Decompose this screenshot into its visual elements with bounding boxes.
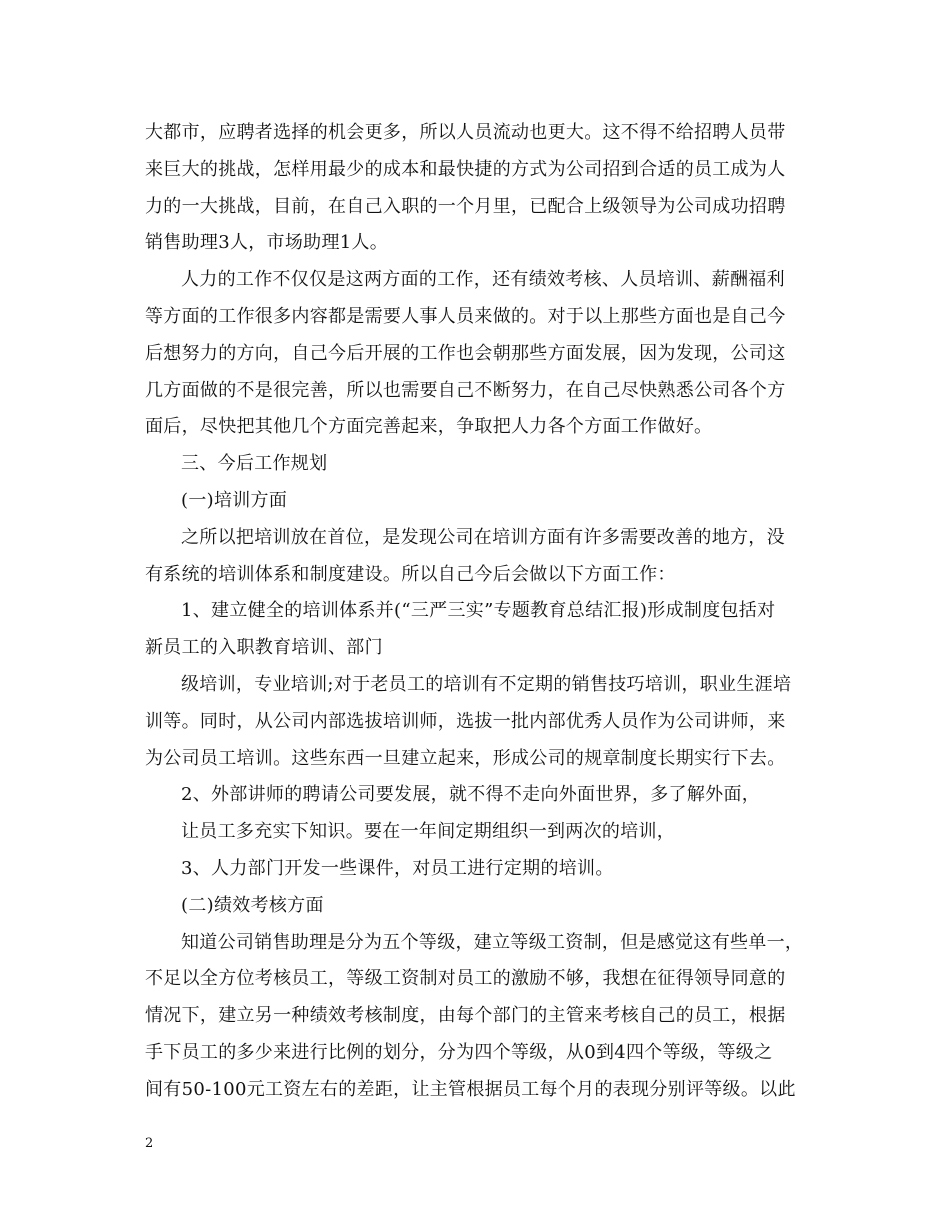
text-line: 面后，尽快把其他几个方面完善起来，争取把人力各个方面工作做好。: [145, 416, 713, 438]
text-line: 不足以全方位考核员工，等级工资制对员工的激励不够，我想在征得领导同意的: [145, 968, 786, 990]
text-line: 3、人力部门开发一些课件，对员工进行定期的培训。: [181, 857, 614, 879]
page-number: 2: [145, 1136, 154, 1151]
text-line: 销售助理3人，市场助理1人。: [145, 232, 389, 254]
text-line: 间有50-100元工资左右的差距，让主管根据员工每个月的表现分别评等级。以此: [145, 1078, 796, 1100]
section-heading: 三、今后工作规划: [181, 453, 328, 475]
text-line: 之所以把培训放在首位，是发现公司在培训方面有许多需要改善的地方，没: [181, 526, 785, 548]
text-line: 2、外部讲师的聘请公司要发展，就不得不走向外面世界，多了解外面，: [181, 784, 761, 806]
subsection-heading: (二)绩效考核方面: [181, 894, 324, 916]
text-line: 让员工多充实下知识。要在一年间定期组织一到两次的培训，: [181, 821, 676, 843]
subsection-heading: (一)培训方面: [181, 489, 288, 511]
text-line: 来巨大的挑战，怎样用最少的成本和最快捷的方式为公司招到合适的员工成为人: [145, 158, 786, 180]
text-line: 手下员工的多少来进行比例的划分，分为四个等级，从0到4四个等级，等级之: [145, 1041, 773, 1063]
text-line: 几方面做的不是很完善，所以也需要自己不断努力，在自己尽快熟悉公司各个方: [145, 379, 786, 401]
text-line: 级培训，专业培训;对于老员工的培训有不定期的销售技巧培训，职业生涯培: [181, 673, 792, 695]
text-line: 有系统的培训体系和制度建设。所以自己今后会做以下方面工作：: [145, 563, 676, 585]
text-line: 大都市，应聘者选择的机会更多，所以人员流动也更大。这不得不给招聘人员带: [145, 122, 786, 143]
text-line: 等方面的工作很多内容都是需要人事人员来做的。对于以上那些方面也是自己今: [145, 305, 786, 327]
text-line: 知道公司销售助理是分为五个等级，建立等级工资制，但是感觉这有些单一，: [181, 931, 804, 953]
text-line: 人力的工作不仅仅是这两方面的工作，还有绩效考核、人员培训、薪酬福利: [181, 269, 785, 291]
text-line: 情况下，建立另一种绩效考核制度，由每个部门的主管来考核自己的员工，根据: [145, 1005, 786, 1027]
text-line: 后想努力的方向，自己今后开展的工作也会朝那些方面发展，因为发现，公司这: [145, 342, 786, 364]
body-text: [145, 115, 815, 1109]
text-line: 新员工的入职教育培训、部门: [145, 637, 383, 659]
text-line: 为公司员工培训。这些东西一旦建立起来，形成公司的规章制度长期实行下去。: [145, 747, 786, 769]
text-line: 1、建立健全的培训体系并(“三严三实”专题教育总结汇报)形成制度包括对: [181, 600, 776, 622]
text-line: 力的一大挑战，目前，在自己入职的一个月里，已配合上级领导为公司成功招聘: [145, 195, 786, 217]
text-line: 训等。同时，从公司内部选拔培训师，选拔一批内部优秀人员作为公司讲师，来: [145, 710, 786, 732]
